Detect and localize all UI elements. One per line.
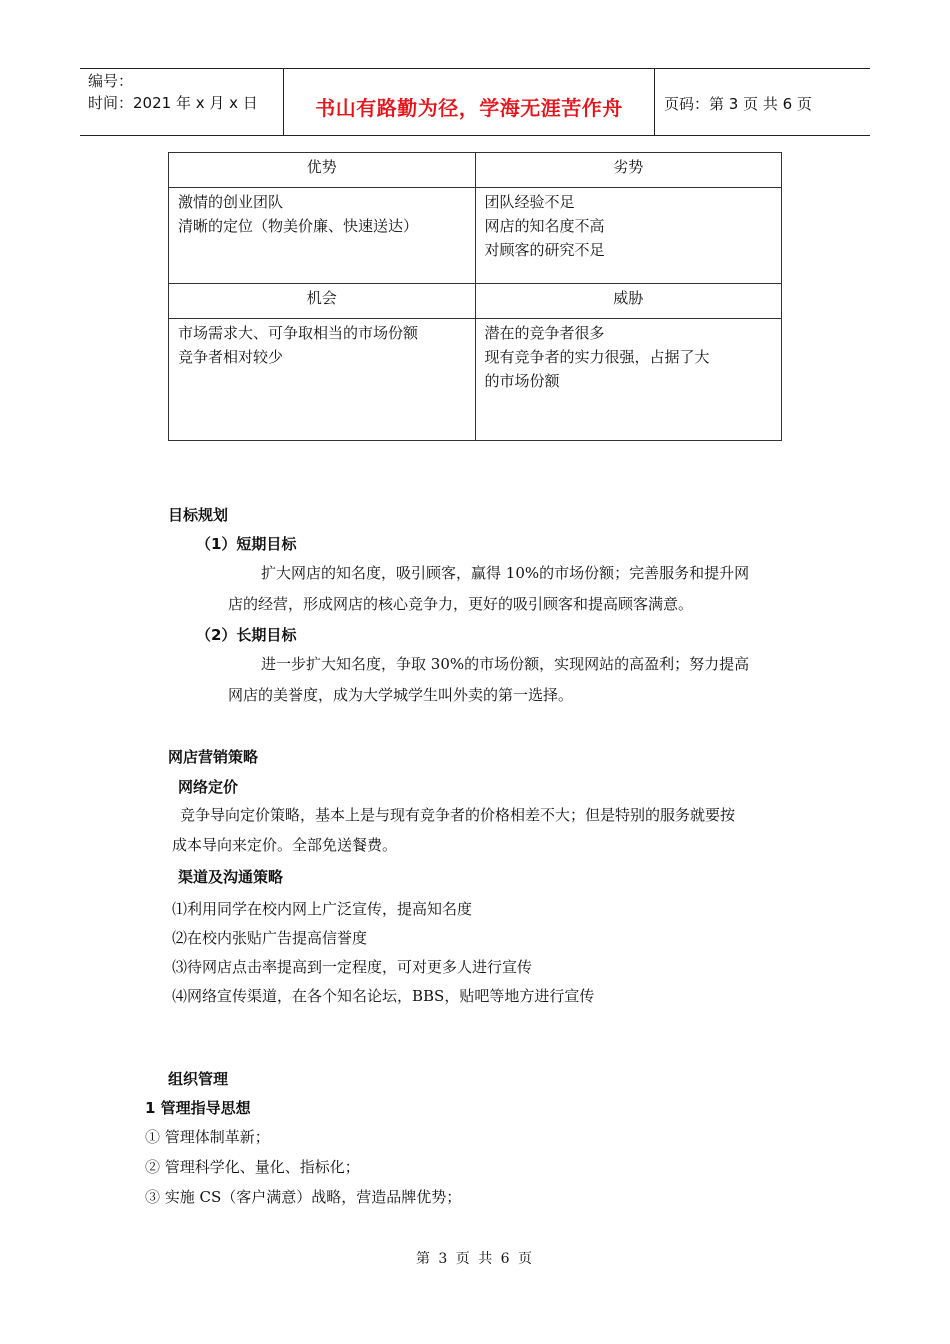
header-divider — [654, 68, 655, 136]
weaknesses-header: 劣势 — [475, 153, 782, 188]
header-top-rule — [80, 68, 870, 69]
long-term-title: （2）长期目标 — [196, 626, 297, 644]
opportunity-item: 竞争者相对较少 — [178, 348, 284, 366]
weaknesses-cell — [475, 188, 782, 284]
strengths-cell — [169, 188, 476, 284]
short-term-title: （1）短期目标 — [196, 535, 297, 553]
weakness-item: 团队经验不足 — [484, 193, 575, 211]
threats-header: 威胁 — [475, 284, 782, 319]
header-bottom-rule — [80, 135, 870, 136]
pricing-title: 网络定价 — [178, 778, 239, 796]
strength-item: 激情的创业团队 — [178, 193, 284, 211]
opportunities-header: 机会 — [169, 284, 476, 319]
section-title-marketing: 网店营销策略 — [168, 748, 259, 766]
channel-item: ⑷网络宣传渠道，在各个知名论坛，BBS，贴吧等地方进行宣传 — [172, 987, 595, 1005]
weakness-item: 对顾客的研究不足 — [484, 241, 605, 259]
management-item: ② 管理科学化、量化、指标化； — [145, 1158, 360, 1176]
pricing-line1: 竞争导向定价策略，基本上是与现有竞争者的价格相差不大；但是特别的服务就要按 — [180, 806, 736, 824]
channel-item: ⑶待网店点击率提高到一定程度，可对更多人进行宣传 — [172, 958, 533, 976]
threat-item: 现有竞争者的实力很强，占据了大 — [484, 348, 710, 366]
management-item: ③ 实施 CS（客户满意）战略，营造品牌优势； — [145, 1188, 462, 1206]
opportunities-cell — [169, 319, 476, 441]
threat-item: 潜在的竞争者很多 — [484, 324, 605, 342]
management-subtitle: 1 管理指导思想 — [145, 1099, 251, 1117]
header-meta — [88, 70, 258, 114]
short-term-line2: 店的经营，形成网店的核心竞争力，更好的吸引顾客和提高顾客满意。 — [228, 595, 694, 613]
section-title-organization: 组织管理 — [168, 1070, 229, 1088]
swot-table — [168, 152, 782, 441]
long-term-line1: 进一步扩大知名度，争取 30%的市场份额，实现网站的高盈利；努力提高 — [261, 655, 750, 673]
doc-number-label: 编号： — [88, 72, 134, 90]
channel-item: ⑵在校内张贴广告提高信誉度 — [172, 929, 368, 947]
channel-item: ⑴利用同学在校内网上广泛宣传，提高知名度 — [172, 900, 473, 918]
strengths-header: 优势 — [169, 153, 476, 188]
section-title-goals: 目标规划 — [168, 506, 229, 524]
short-term-line1: 扩大网店的知名度，吸引顾客，赢得 10%的市场份额；完善服务和提升网 — [261, 564, 750, 582]
opportunity-item: 市场需求大、可争取相当的市场份额 — [178, 324, 419, 342]
threats-cell — [475, 319, 782, 441]
doc-date: 时间：2021 年 x 月 x 日 — [88, 94, 258, 112]
page-footer: 第 3 页 共 6 页 — [415, 1251, 535, 1267]
strength-item: 清晰的定位（物美价廉、快速送达） — [178, 217, 419, 235]
management-item: ① 管理体制革新； — [145, 1128, 270, 1146]
channel-title: 渠道及沟通策略 — [178, 868, 284, 886]
header-page-info: 页码：第 3 页 共 6 页 — [664, 95, 812, 113]
weakness-item: 网店的知名度不高 — [484, 217, 605, 235]
header-motto: 书山有路勤为径，学海无涯苦作舟 — [315, 96, 623, 120]
pricing-line2: 成本导向来定价。全部免送餐费。 — [172, 836, 398, 854]
threat-item: 的市场份额 — [484, 372, 560, 390]
long-term-line2: 网店的美誉度，成为大学城学生叫外卖的第一选择。 — [228, 686, 574, 704]
